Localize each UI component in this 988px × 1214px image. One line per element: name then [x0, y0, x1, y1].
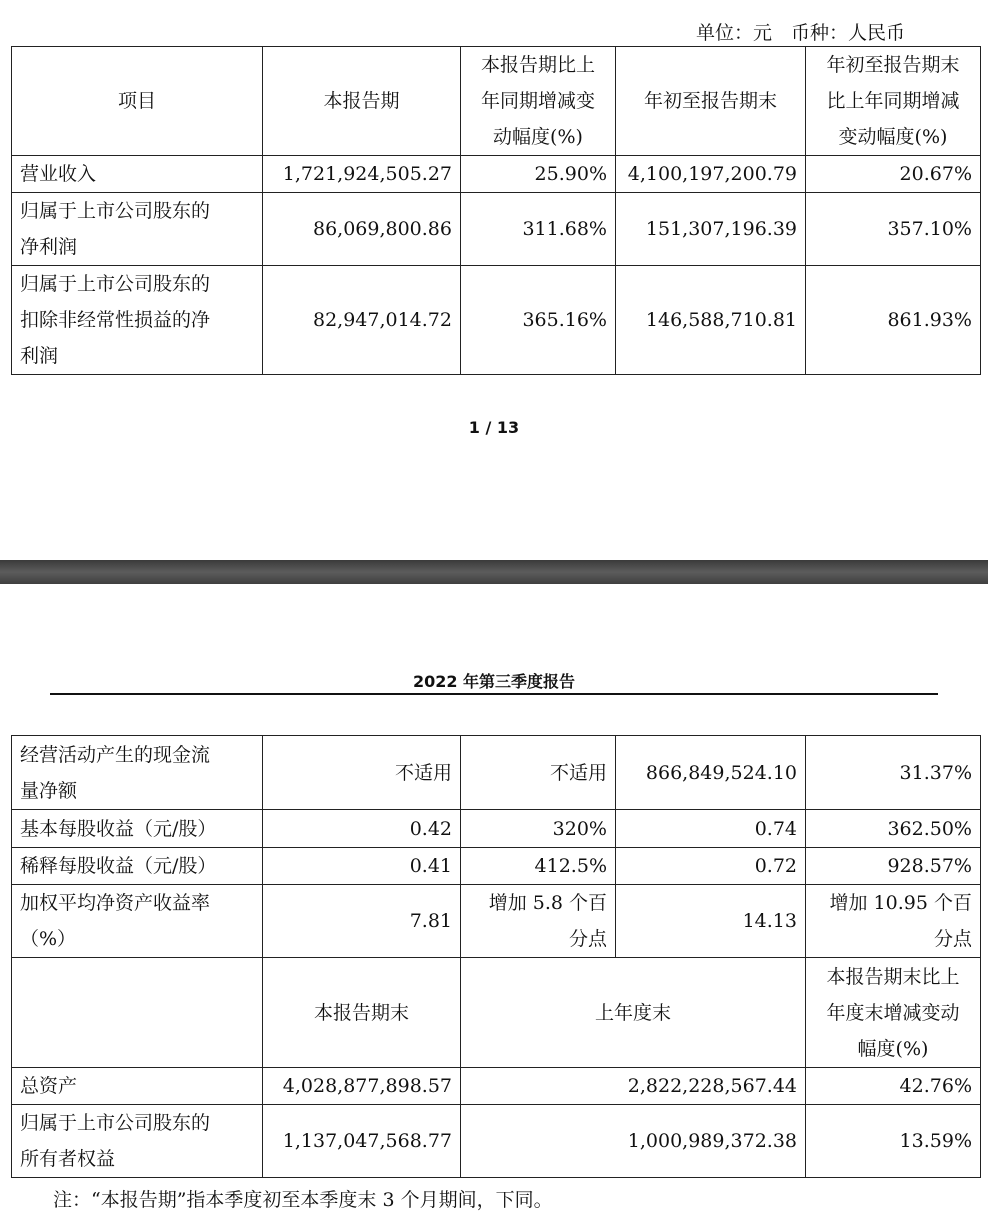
row-label — [12, 736, 263, 810]
row-label-line: 归属于上市公司股东的 — [20, 200, 211, 222]
financial-table-1 — [11, 46, 981, 375]
header-line: 年初至报告期末 — [826, 54, 960, 76]
cell-ytd: 14.13 — [616, 885, 806, 958]
cell-line: 增加 10.95 个百 — [829, 892, 972, 914]
cell-balance-change: 42.76% — [806, 1068, 981, 1105]
cell-current: 1,721,924,505.27 — [263, 156, 461, 193]
table-row — [12, 885, 981, 958]
cell-current-change: 320% — [461, 810, 616, 848]
cell-period-end: 1,137,047,568.77 — [263, 1105, 461, 1178]
cell-current-change: 311.68% — [461, 193, 616, 266]
cell-ytd: 4,100,197,200.79 — [616, 156, 806, 193]
cell-last-year-end: 1,000,989,372.38 — [461, 1105, 806, 1178]
cell-ytd-change: 362.50% — [806, 810, 981, 848]
cell-ytd-change: 928.57% — [806, 848, 981, 885]
header-last-year-end: 上年度末 — [461, 958, 806, 1068]
footnote: 注：“本报告期”指本季度初至本季度末 3 个月期间，下同。 — [53, 1189, 553, 1211]
cell-balance-change: 13.59% — [806, 1105, 981, 1178]
row-label-line: 所有者权益 — [20, 1148, 116, 1170]
cell-ytd-change: 20.67% — [806, 156, 981, 193]
header-line: 幅度(%) — [857, 1037, 929, 1060]
cell-current: 0.41 — [263, 848, 461, 885]
header-current-change — [461, 47, 616, 156]
cell-last-year-end: 2,822,228,567.44 — [461, 1068, 806, 1105]
row-label — [12, 1105, 263, 1178]
row-label-line: 量净额 — [20, 779, 78, 802]
header-rule — [50, 693, 938, 695]
cell-ytd-change: 357.10% — [806, 193, 981, 266]
row-label-line: （%） — [20, 928, 77, 950]
cell-ytd: 0.72 — [616, 848, 806, 885]
cell-ytd-change: 861.93% — [806, 266, 981, 375]
cell-current-change: 25.90% — [461, 156, 616, 193]
table-row — [12, 810, 981, 848]
table-row — [12, 266, 981, 375]
table-row — [12, 1105, 981, 1178]
row-label-line: 归属于上市公司股东的 — [20, 1112, 211, 1134]
table-row — [12, 848, 981, 885]
cell-ytd: 146,588,710.81 — [616, 266, 806, 375]
cell-current: 7.81 — [263, 885, 461, 958]
cell-current: 0.42 — [263, 810, 461, 848]
unit-currency-label: 单位：元 币种：人民币 — [696, 22, 906, 44]
cell-ytd: 866,849,524.10 — [616, 736, 806, 810]
cell-current-change — [461, 885, 616, 958]
header-line: 本报告期比上 — [480, 54, 595, 76]
row-label — [12, 193, 263, 266]
header-line: 变动幅度(%) — [838, 126, 948, 148]
cell-line: 增加 5.8 个百 — [488, 892, 607, 914]
cell-current-change: 365.16% — [461, 266, 616, 375]
table-row — [12, 1068, 981, 1105]
cell-current-change: 不适用 — [461, 736, 616, 810]
table-row — [12, 736, 981, 810]
row-label — [12, 885, 263, 958]
row-label-line: 净利润 — [20, 236, 78, 258]
blank-cell — [12, 958, 263, 1068]
header-line: 动幅度(%) — [493, 126, 583, 148]
cell-line: 分点 — [568, 928, 607, 950]
header-ytd-change — [806, 47, 981, 156]
page-number: 1 / 13 — [468, 418, 520, 437]
row-label: 基本每股收益（元/股） — [12, 810, 263, 848]
header-line: 年度末增减变动 — [826, 1001, 960, 1024]
cell-ytd-change — [806, 885, 981, 958]
row-label-line: 扣除非经常性损益的净 — [20, 309, 211, 331]
header-current-period: 本报告期 — [263, 47, 461, 156]
cell-period-end: 4,028,877,898.57 — [263, 1068, 461, 1105]
balance-header-row — [12, 958, 981, 1068]
table-row — [12, 193, 981, 266]
row-label-line: 归属于上市公司股东的 — [20, 273, 211, 295]
report-title: 2022 年第三季度报告 — [412, 672, 576, 691]
table-header-row — [12, 47, 981, 156]
header-ytd: 年初至报告期末 — [616, 47, 806, 156]
header-line: 比上年同期增减 — [826, 90, 960, 112]
cell-ytd-change: 31.37% — [806, 736, 981, 810]
header-line: 本报告期末比上 — [826, 965, 960, 988]
cell-current-change: 412.5% — [461, 848, 616, 885]
header-balance-change — [806, 958, 981, 1068]
header-line: 年同期增减变 — [480, 90, 595, 112]
row-label: 营业收入 — [12, 156, 263, 193]
row-label-line: 经营活动产生的现金流 — [20, 743, 211, 766]
financial-table-2 — [11, 735, 981, 1178]
cell-current: 86,069,800.86 — [263, 193, 461, 266]
header-period-end: 本报告期末 — [263, 958, 461, 1068]
cell-line: 分点 — [933, 928, 972, 950]
row-label-line: 加权平均净资产收益率 — [20, 892, 211, 914]
row-label — [12, 266, 263, 375]
cell-current: 不适用 — [263, 736, 461, 810]
row-label: 总资产 — [12, 1068, 263, 1105]
row-label: 稀释每股收益（元/股） — [12, 848, 263, 885]
cell-ytd: 151,307,196.39 — [616, 193, 806, 266]
row-label-line: 利润 — [20, 345, 59, 367]
page-separator — [0, 560, 988, 584]
header-item: 项目 — [12, 47, 263, 156]
table-row — [12, 156, 981, 193]
cell-current: 82,947,014.72 — [263, 266, 461, 375]
cell-ytd: 0.74 — [616, 810, 806, 848]
